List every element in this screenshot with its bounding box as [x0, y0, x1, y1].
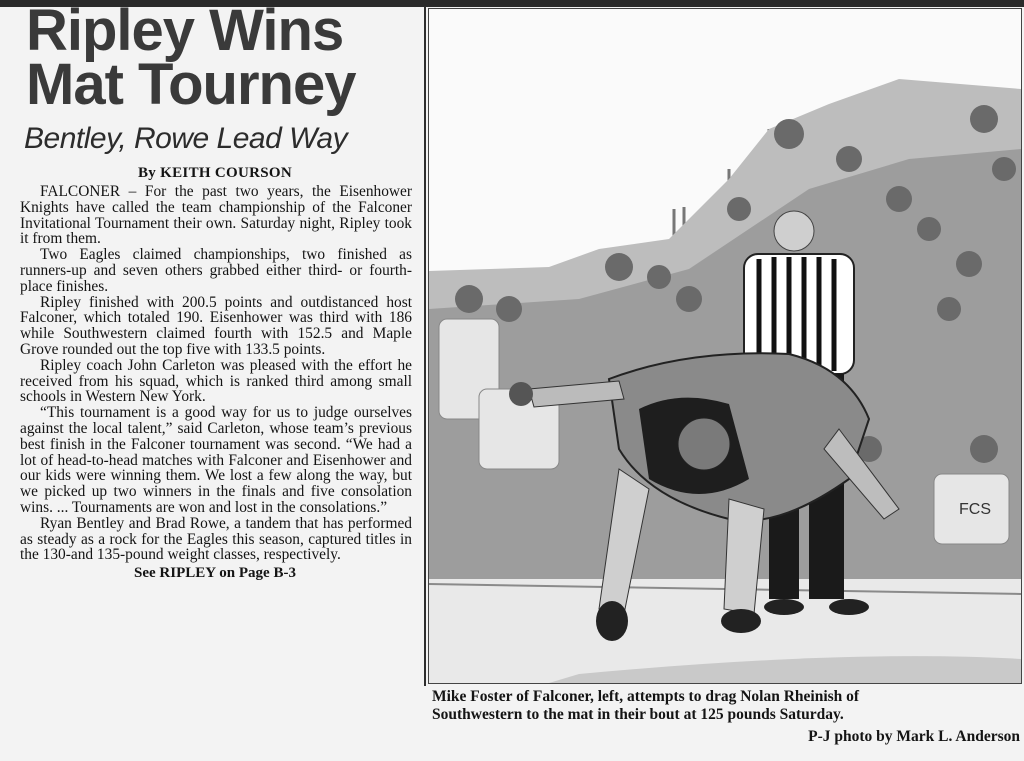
continuation-line: See RIPLEY on Page B-3 [134, 565, 296, 582]
headline-line-1: Ripley Wins [26, 0, 344, 63]
column-divider [424, 6, 426, 686]
headline-line-2: Mat Tourney [26, 52, 356, 117]
article-column [14, 0, 416, 756]
wrestling-photo [428, 8, 1022, 684]
photo-caption [432, 688, 1022, 746]
photo-illustration [429, 9, 1021, 683]
spectator-shirt-text: FCS [959, 501, 991, 518]
byline: By KEITH COURSON [138, 165, 292, 181]
paragraph: Ripley finished with 200.5 points and outdistanced host Falconer, which totaled 190. Eisenhower was third with 186 while Southwestern claimed fourth with 152.5 and Maple Grove rounded out the top five with 133.5 points. [20, 293, 412, 358]
paragraph: Ryan Bentley and Brad Rowe, a tandem that has performed as steady as a rock for the Eagles this season, captured titles in the 130-and 135-pound weight classes, respectively. [20, 514, 412, 564]
paragraph: Ripley coach John Carleton was pleased with the effort he received from his squad, which is ranked third among small schools in Western New York. [20, 356, 412, 406]
article-body [20, 184, 412, 563]
paragraph: FALCONER – For the past two years, the Eisenhower Knights have called the team championship of the Falconer Invitational Tournament their own. Saturday night, Ripley took it from them. [20, 183, 412, 248]
paragraph: Two Eagles claimed championships, two finished as runners-up and seven others grabbed either third- or fourth-place finishes. [20, 246, 412, 295]
paragraph: “This tournament is a good way for us to judge ourselves against the local talent,” said Carleton, whose team’s previous best finish in the Falconer tournament was second. “We had a lot of head-to-head matches with Falconer and Eisenhower and our kids were winning them. We lost a few along the way, but we picked up two winners in the finals and five consolation wins. ... Tournaments are won and lost in the consolations.” [20, 404, 412, 516]
caption-line-1: Mike Foster of Falconer, left, attempts to drag Nolan Rheinish of [432, 688, 860, 705]
caption-line-2: Southwestern to the mat in their bout at 125 pounds Saturday. [432, 706, 844, 723]
photo-credit: P-J photo by Mark L. Anderson [808, 728, 1020, 745]
subheadline: Bentley, Rowe Lead Way [24, 122, 348, 155]
headline [14, 0, 416, 117]
